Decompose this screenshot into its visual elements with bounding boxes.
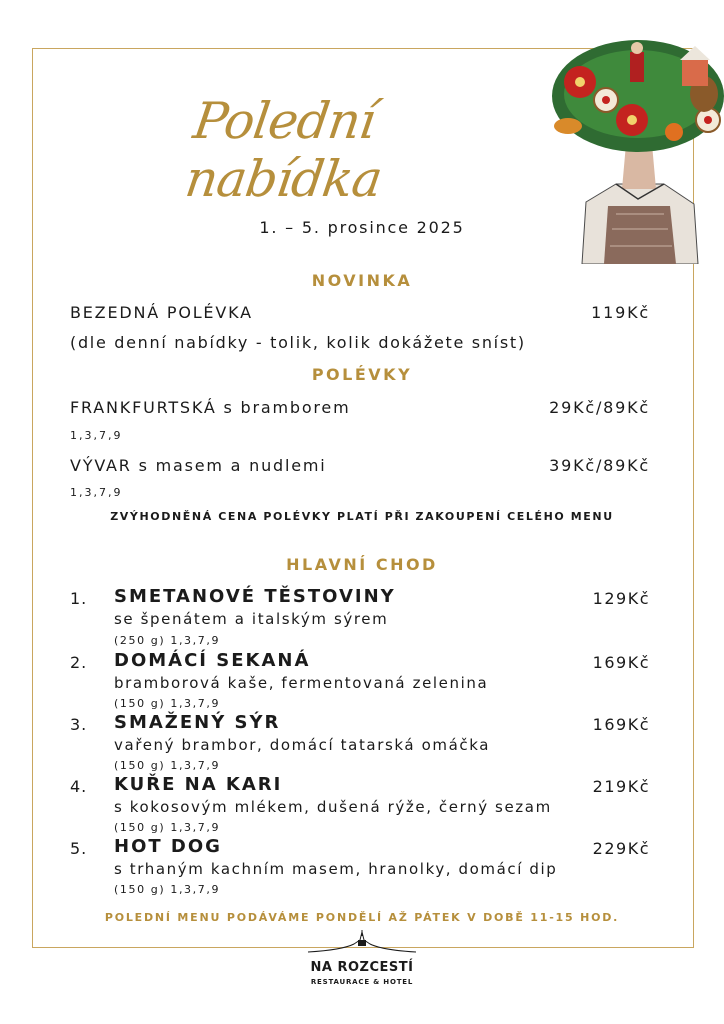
restaurant-logo [302, 928, 422, 998]
menu-item-soup-2 [70, 456, 650, 475]
dish-name: SMAŽENÝ SÝR [114, 712, 281, 733]
dish-name: DOMÁCÍ SEKANÁ [114, 650, 311, 671]
menu-item-soup-1 [70, 398, 650, 417]
dish-name: SMETANOVÉ TĚSTOVINY [114, 586, 396, 607]
section-heading-soups: POLÉVKY [311, 365, 413, 384]
section-heading-novinka: NOVINKA [311, 271, 413, 290]
date-range: 1. – 5. prosince 2025 [259, 218, 465, 237]
dish-info: (150 g) 1,3,7,9 [114, 697, 221, 710]
dish-info: (150 g) 1,3,7,9 [114, 883, 221, 896]
item-name: FRANKFURTSKÁ s bramborem [70, 398, 351, 417]
dish-number: 1. [70, 589, 88, 608]
dish-price: 169Kč [592, 715, 650, 734]
item-name: VÝVAR s masem a nudlemi [70, 456, 327, 475]
item-note: (dle denní nabídky - tolik, kolik dokážete sníst) [70, 333, 526, 352]
item-allergens: 1,3,7,9 [70, 429, 123, 442]
hill-chapel-icon [302, 928, 422, 958]
dish-price: 219Kč [592, 777, 650, 796]
dish-number: 4. [70, 777, 88, 796]
dish-price: 129Kč [592, 589, 650, 608]
menu-item-bezedna [70, 303, 650, 322]
dish-info: (250 g) 1,3,7,9 [114, 634, 221, 647]
dish-price: 169Kč [592, 653, 650, 672]
dish-number: 5. [70, 839, 88, 858]
item-price: 29Kč/89Kč [549, 398, 650, 417]
dish-info: (150 g) 1,3,7,9 [114, 821, 221, 834]
dish-description: se špenátem a italským sýrem [114, 610, 389, 628]
page-title: Polední nabídka [181, 92, 386, 208]
dish-name: KUŘE NA KARI [114, 774, 283, 795]
item-price: 39Kč/89Kč [549, 456, 650, 475]
dish-description: bramborová kaše, fermentovaná zelenina [114, 674, 489, 692]
section-heading-mains: HLAVNÍ CHOD [286, 555, 438, 574]
dish-description: s trhaným kachním masem, hranolky, domácí dip [114, 860, 558, 878]
dish-price: 229Kč [592, 839, 650, 858]
item-allergens: 1,3,7,9 [70, 486, 123, 499]
dish-number: 2. [70, 653, 88, 672]
item-name: BEZEDNÁ POLÉVKA [70, 303, 253, 322]
dish-number: 3. [70, 715, 88, 734]
dish-description: s kokosovým mlékem, dušená rýže, černý sezam [114, 798, 552, 816]
logo-name: NA ROZCESTÍ [310, 960, 414, 975]
soup-promo-note: ZVÝHODNĚNÁ CENA POLÉVKY PLATÍ PŘI ZAKOUPENÍ CELÉHO MENU [110, 510, 614, 523]
item-price: 119Kč [591, 303, 650, 322]
dish-description: vařený brambor, domácí tatarská omáčka [114, 736, 491, 754]
dish-info: (150 g) 1,3,7,9 [114, 759, 221, 772]
logo-subtitle: RESTAURACE & HOTEL [310, 978, 414, 986]
dish-name: HOT DOG [114, 836, 222, 857]
serving-hours-note: POLEDNÍ MENU PODÁVÁME PONDĚLÍ AŽ PÁTEK V DOBĚ 11-15 HOD. [104, 911, 620, 924]
